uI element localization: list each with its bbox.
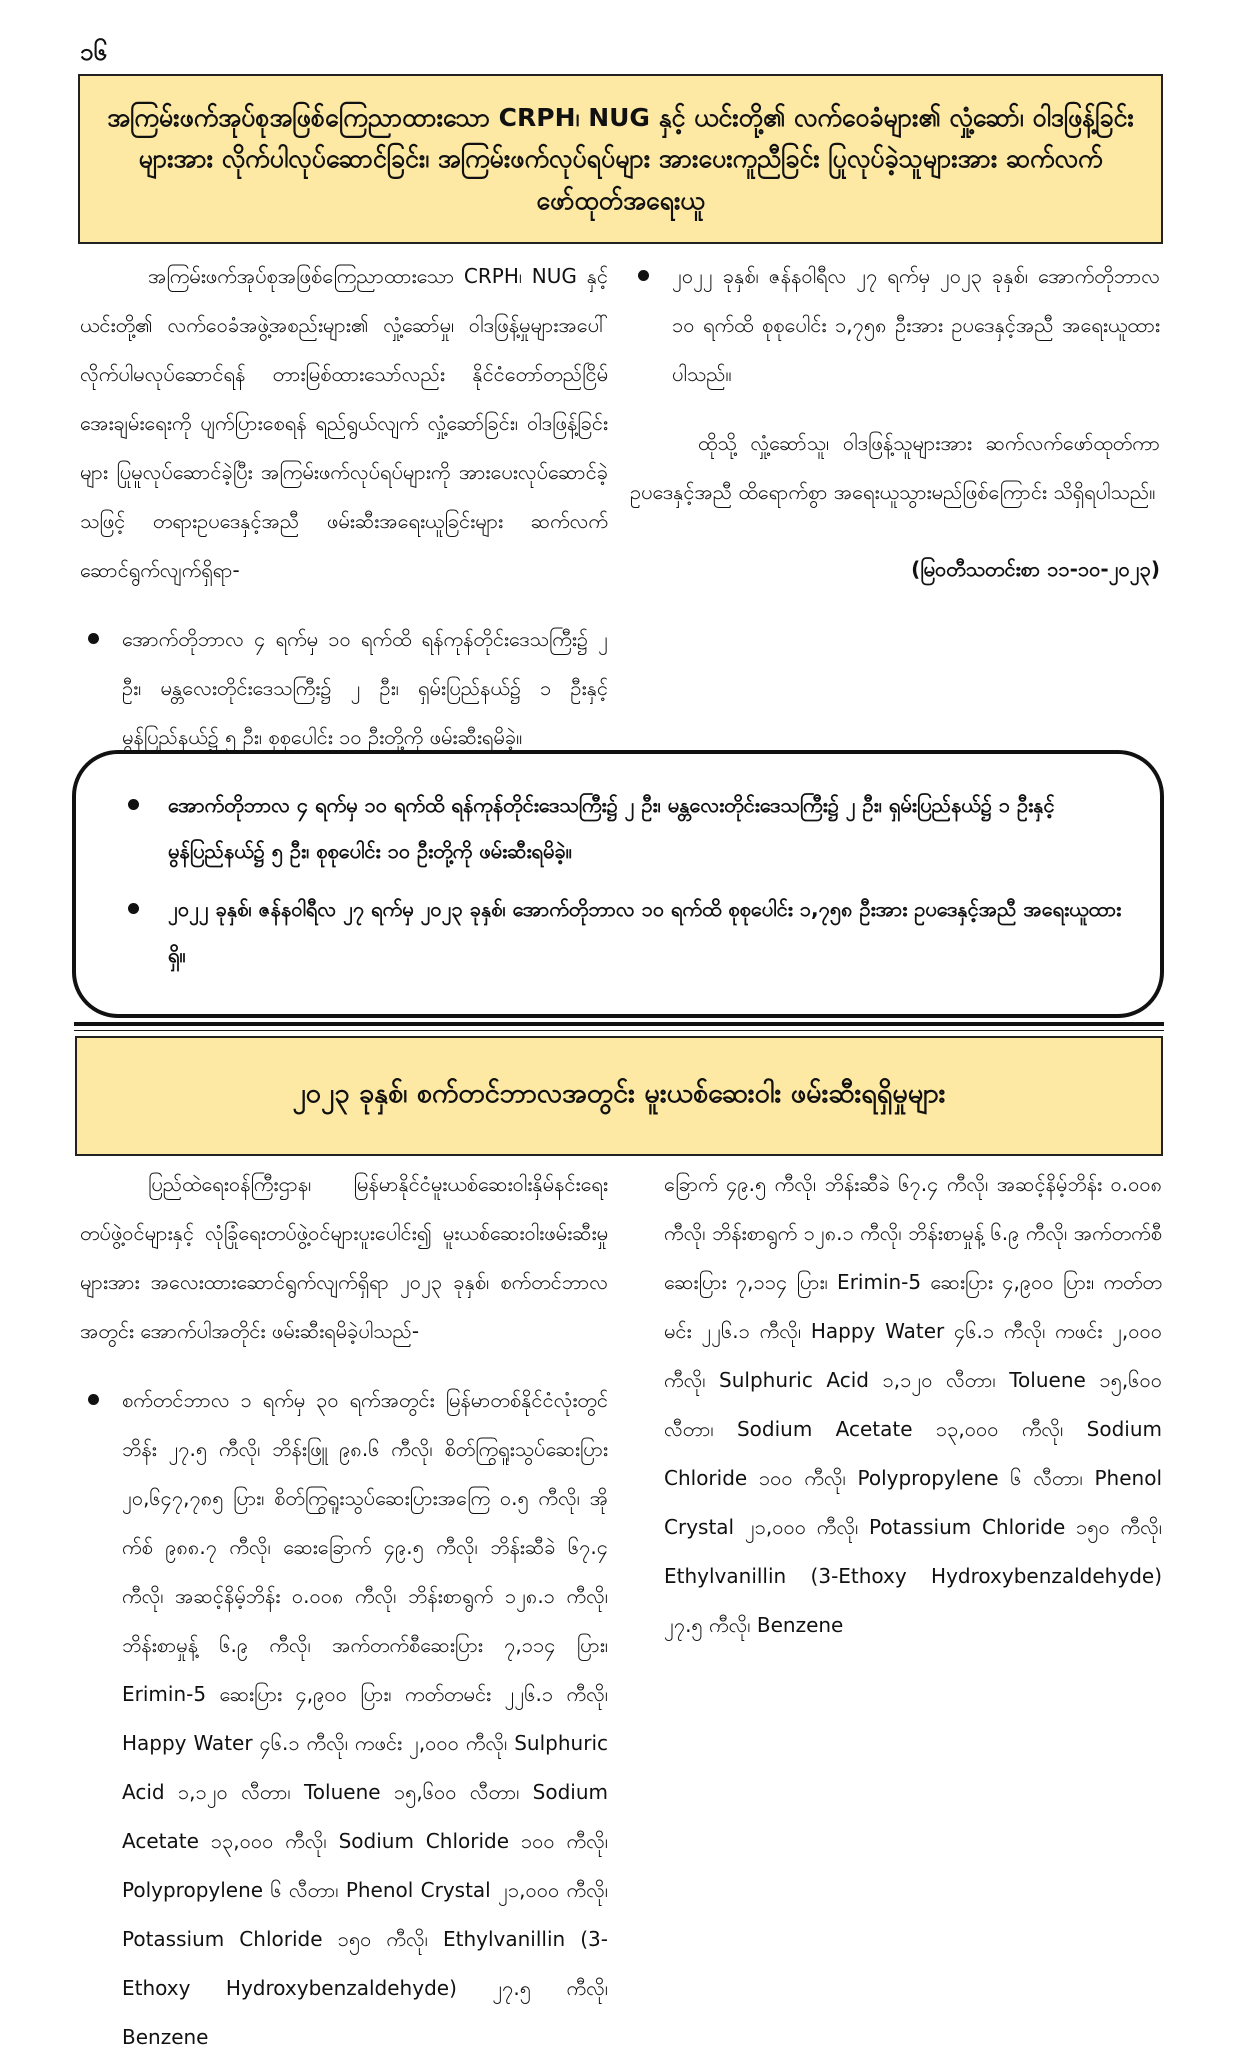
bullet-icon — [88, 1394, 99, 1405]
page-number: ၁၆ — [80, 38, 107, 66]
list-item — [116, 886, 1124, 978]
article-2-bullet-1-continued: ခြောက် ၄၉.၅ ကီလို၊ ဘိန်းဆီခဲ ၆၇.၄ ကီလို၊ အဆင့်နိမ့်ဘိန်း ၀.၀၀၈ ကီလို၊ ဘိန်းစာရွက် ၁၂၈.၁ ကီလို၊ ဘိန်းစာမှုန့် ၆.၉ ကီလို၊ အက်တက်စီဆေးပြား ၇,၁၁၄ ပြား၊ Erimin-5 ဆေးပြား ၄,၉၀၀ ပြား၊ ကတ်တမင်း ၂၂၆.၁ ကီလို၊ Happy Water ၄၆.၁ ကီလို၊ ကဖင်း ၂,၀၀၀ ကီလို၊ Sulphuric Acid ၁,၁၂၀ လီတာ၊ Toluene ၁၅,၆၀၀ လီတာ၊ Sodium Acetate ၁၃,၀၀၀ ကီလို၊ Sodium Chloride ၁၀၀ ကီလို၊ Polypropylene ၆ လီတာ၊ Phenol Crystal ၂၁,၀၀၀ ကီလို၊ Potassium Chloride ၁၅၀ ကီလို၊ Ethylvanillin (3-Ethoxy Hydroxybenzaldehyde) ၂၇.၅ ကီလို၊ Benzene — [664, 1172, 1162, 1637]
list-item — [80, 615, 608, 762]
section-divider-thin — [74, 1030, 1164, 1031]
section-divider — [74, 1022, 1164, 1026]
article-1-bullet-2: ၂၀၂၂ ခုနှစ်၊ ဇန်နဝါရီလ ၂၇ ရက်မှ ၂၀၂၃ ခုနှစ်၊ အောက်တိုဘာလ ၁၀ ရက်ထိ စုစုပေါင်း ၁,၇၅၈ ဦးအား ဥပဒေနှင့်အညီ အရေးယူထားပါသည်။ — [672, 264, 1160, 386]
summary-bullet-2: ၂၀၂၂ ခုနှစ်၊ ဇန်နဝါရီလ ၂၇ ရက်မှ ၂၀၂၃ ခုနှစ်၊ အောက်တိုဘာလ ၁၀ ရက်ထိ စုစုပေါင်း ၁,၇၅၈ ဦးအား ဥပဒေနှင့်အညီ အရေးယူထားရှိ။ — [168, 897, 1122, 967]
bullet-icon — [638, 270, 649, 281]
list-item — [80, 1376, 608, 2062]
bullet-icon — [128, 903, 139, 914]
article-1-title: အကြမ်းဖက်အုပ်စုအဖြစ်ကြေညာထားသော CRPH၊ NUG နှင့် ယင်းတို့၏ လက်ဝေခံများ၏ လှုံ့ဆော်၊ ဝါဒဖြန့်ခြင်းများအား လိုက်ပါလုပ်ဆောင်ခြင်း၊ အကြမ်းဖက်လုပ်ရပ်များ အားပေးကူညီခြင်း ပြုလုပ်ခဲ့သူများအား ဆက်လက်ဖော်ထုတ်အရေးယူ — [78, 74, 1163, 244]
list-item — [116, 782, 1124, 874]
article-1-column-left — [80, 252, 608, 749]
summary-bullet-1: အောက်တိုဘာလ ၄ ရက်မှ ၁၀ ရက်ထိ ရန်ကုန်တိုင်းဒေသကြီး၌ ၂ ဦး၊ မန္တလေးတိုင်းဒေသကြီး၌ ၂ ဦး၊ ရှမ်းပြည်နယ်၌ ၁ ဦးနှင့် မွန်ပြည်နယ်၌ ၅ ဦး၊ စုစုပေါင်း ၁၀ ဦးတို့ကို ဖမ်းဆီးရမိခဲ့။ — [168, 793, 1055, 863]
article-1-source: (မြဝတီသတင်းစာ ၁၁-၁၀-၂၀၂၃) — [911, 557, 1160, 581]
article-2-intro: ပြည်ထဲရေးဝန်ကြီးဌာန၊ မြန်မာနိုင်ငံမူးယစ်ဆေးဝါးနှိမ်နင်းရေးတပ်ဖွဲ့ဝင်များနှင့် လုံခြုံရေးတပ်ဖွဲ့ဝင်များပူးပေါင်း၍ မူးယစ်ဆေးဝါးဖမ်းဆီးမှုများအား အလေးထားဆောင်ရွက်လျက်ရှိရာ ၂၀၂၃ ခုနှစ်၊ စက်တင်ဘာလအတွင်း အောက်ပါအတိုင်း ဖမ်းဆီးရမိခဲ့ပါသည်- — [80, 1172, 608, 1343]
article-1-closing: ထိုသို့ လှုံ့ဆော်သူ၊ ဝါဒဖြန့်သူများအား ဆက်လက်ဖော်ထုတ်ကာ ဥပဒေနှင့်အညီ ထိရောက်စွာ အရေးယူသွားမည်ဖြစ်ကြောင်း သိရှိရပါသည်။ — [630, 431, 1160, 504]
article-1-column-right — [630, 252, 1160, 722]
article-1-intro: အကြမ်းဖက်အုပ်စုအဖြစ်ကြေညာထားသော CRPH၊ NUG နှင့် ယင်းတို့၏ လက်ဝေခံအဖွဲ့အစည်းများ၏ လှုံ့ဆော်မှု၊ ဝါဒဖြန့်မှုများအပေါ် လိုက်ပါမလုပ်ဆောင်ရန် တားမြစ်ထားသော်လည်း နိုင်ငံတော်တည်ငြိမ်အေးချမ်းရေးကို ပျက်ပြားစေရန် ရည်ရွယ်လျက် လှုံ့ဆော်ခြင်း၊ ဝါဒဖြန့်ခြင်းများ ပြုမူလုပ်ဆောင်ခဲ့ပြီး အကြမ်းဖက်လုပ်ရပ်များကို အားပေးလုပ်ဆောင်ခဲ့သဖြင့် တရားဥပဒေနှင့်အညီ ဖမ်းဆီးအရေးယူခြင်းများ ဆက်လက်ဆောင်ရွက်လျက်ရှိရာ- — [80, 264, 608, 582]
article-2-title: ၂၀၂၃ ခုနှစ်၊ စက်တင်ဘာလအတွင်း မူးယစ်ဆေးဝါး ဖမ်းဆီးရရှိမှုများ — [75, 1036, 1163, 1156]
article-2-bullet-1: စက်တင်ဘာလ ၁ ရက်မှ ၃၀ ရက်အတွင်း မြန်မာတစ်နိုင်ငံလုံးတွင် ဘိန်း ၂၇.၅ ကီလို၊ ဘိန်းဖြူ ၉၈.၆ ကီလို၊ စိတ်ကြွရူးသွပ်ဆေးပြား ၂၀,၆၄၇,၇၈၅ ပြား၊ စိတ်ကြွရူးသွပ်ဆေးပြားအကြေ ၀.၅ ကီလို၊ အိုက်စ် ၉၈၈.၇ ကီလို၊ ဆေးခြောက် ၄၉.၅ ကီလို၊ ဘိန်းဆီခဲ ၆၇.၄ ကီလို၊ အဆင့်နိမ့်ဘိန်း ၀.၀၀၈ ကီလို၊ ဘိန်းစာရွက် ၁၂၈.၁ ကီလို၊ ဘိန်းစာမှုန့် ၆.၉ ကီလို၊ အက်တက်စီဆေးပြား ၇,၁၁၄ ပြား၊ Erimin-5 ဆေးပြား ၄,၉၀၀ ပြား၊ ကတ်တမင်း ၂၂၆.၁ ကီလို၊ Happy Water ၄၆.၁ ကီလို၊ ကဖင်း ၂,၀၀၀ ကီလို၊ Sulphuric Acid ၁,၁၂၀ လီတာ၊ Toluene ၁၅,၆၀၀ လီတာ၊ Sodium Acetate ၁၃,၀၀၀ ကီလို၊ Sodium Chloride ၁၀၀ ကီလို၊ Polypropylene ၆ လီတာ၊ Phenol Crystal ၂၁,၀၀၀ ကီလို၊ Potassium Chloride ၁၅၀ ကီလို၊ Ethylvanillin (3-Ethoxy Hydroxybenzaldehyde) ၂၇.၅ ကီလို၊ Benzene — [122, 1388, 608, 2049]
article-1-bullet-1: အောက်တိုဘာလ ၄ ရက်မှ ၁၀ ရက်ထိ ရန်ကုန်တိုင်းဒေသကြီး၌ ၂ ဦး၊ မန္တလေးတိုင်းဒေသကြီး၌ ၂ ဦး၊ ရှမ်းပြည်နယ်၌ ၁ ဦးနှင့် မွန်ပြည်နယ်၌ ၅ ဦး၊ စုစုပေါင်း ၁၀ ဦးတို့ကို ဖမ်းဆီးရမိခဲ့။ — [122, 627, 608, 749]
bullet-icon — [88, 633, 99, 644]
bullet-icon — [128, 799, 139, 810]
article-2-column-left — [80, 1160, 608, 2049]
article-2-column-right — [664, 1160, 1162, 1734]
summary-box — [72, 750, 1164, 1018]
list-item — [630, 252, 1160, 399]
